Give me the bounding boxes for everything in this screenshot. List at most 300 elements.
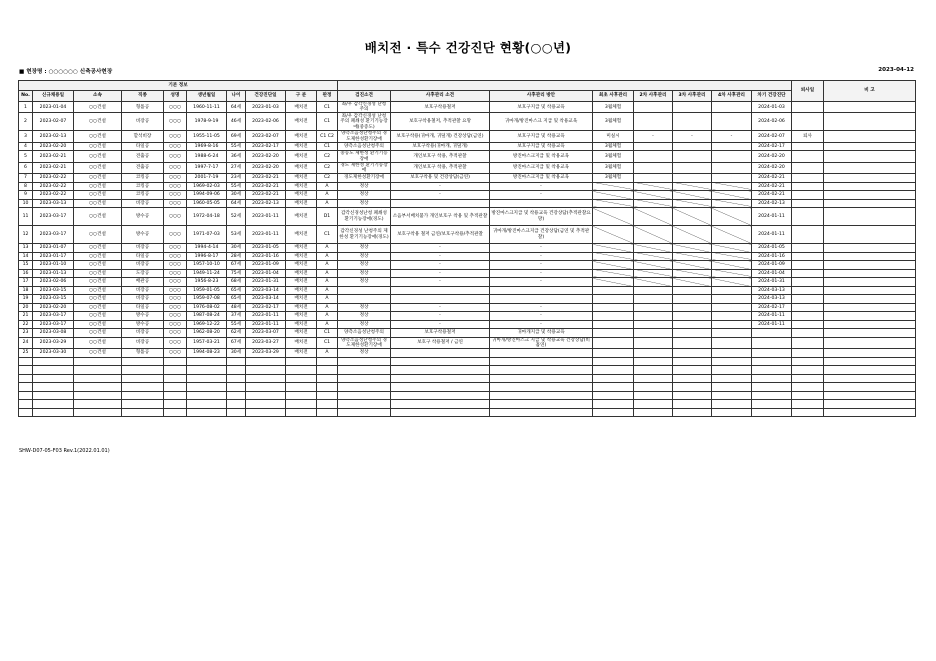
table-row [19,312,916,321]
header-note: 비 고 [824,81,916,102]
empty-cell [593,391,634,400]
cell-followup-1 [593,337,634,348]
cell-next-exam: 2024-02-07 [752,131,792,142]
cell-note [824,162,916,173]
empty-cell [712,400,752,409]
cell-birth: 1969-02-03 [187,182,227,191]
cell-verdict: C2 [317,174,338,183]
cell-category: 배치전 [286,337,317,348]
cell-followup-4 [712,278,752,287]
empty-row [19,383,916,392]
cell-followup-3 [673,349,712,358]
cell-followup-opinion [391,286,490,295]
cell-followup-4 [712,295,752,304]
empty-cell [246,391,286,400]
cell-birth: 1988-6-24 [187,151,227,162]
empty-cell [19,357,33,366]
cell-birth: 1959-07-08 [187,295,227,304]
cell-name: ○○○ [164,286,187,295]
empty-cell [164,391,187,400]
cell-followup-1 [593,199,634,208]
cell-no: 22 [19,320,33,329]
cell-followup-3 [673,151,712,162]
empty-cell [792,400,824,409]
empty-cell [19,374,33,383]
empty-cell [246,383,286,392]
cell-result: 좌/우 감각신경성 난청 주의 폐쇄성 환기기능장애(중증도) [338,113,391,131]
cell-followup-2 [634,286,673,295]
empty-cell [634,383,673,392]
cell-followup-plan [490,199,593,208]
empty-cell [286,400,317,409]
empty-cell [122,357,164,366]
header-affiliation: 소속 [74,91,122,102]
cell-exam-date: 2023-02-20 [246,151,286,162]
cell-resigned [792,151,824,162]
cell-next-exam: 2024-01-03 [752,102,792,113]
empty-cell [673,357,712,366]
header-next-exam: 차기 건강진단 [752,91,792,102]
cell-next-exam: 2024-02-20 [752,151,792,162]
empty-cell [391,357,490,366]
cell-followup-opinion: 보호구착용(귀마개, 귀덮개) 건강상담(금연) [391,131,490,142]
cell-no: 5 [19,151,33,162]
cell-followup-2 [634,142,673,151]
empty-cell [246,357,286,366]
cell-hire-date: 2023-02-22 [33,182,74,191]
cell-result: 정상 [338,252,391,261]
empty-cell [227,400,246,409]
empty-cell [286,391,317,400]
cell-followup-2 [634,261,673,270]
cell-followup-plan: - [490,182,593,191]
header-followup-1: 최초 사후관리 [593,91,634,102]
cell-followup-4 [712,174,752,183]
cell-verdict: A [317,286,338,295]
cell-age: 46세 [227,113,246,131]
table-row [19,208,916,226]
cell-followup-4 [712,320,752,329]
cell-job: 코킹공 [122,182,164,191]
cell-category: 배치전 [286,131,317,142]
cell-note [824,320,916,329]
cell-job: 타일공 [122,252,164,261]
cell-followup-plan: 귀마개지급 및 착용교육 [490,329,593,338]
cell-name: ○○○ [164,261,187,270]
cell-followup-2 [634,182,673,191]
cell-no: 15 [19,261,33,270]
cell-age: 30세 [227,349,246,358]
empty-cell [33,383,74,392]
cell-affiliation: ○○건설 [74,162,122,173]
cell-exam-date: 2023-01-04 [246,269,286,278]
cell-resigned [792,199,824,208]
table-row [19,102,916,113]
cell-job: 견출공 [122,162,164,173]
cell-followup-2 [634,102,673,113]
table-row [19,142,916,151]
cell-next-exam: 2024-02-21 [752,191,792,200]
cell-next-exam [752,337,792,348]
cell-followup-3: - [673,131,712,142]
cell-note [824,199,916,208]
cell-birth: 1996-8-17 [187,252,227,261]
table-row [19,244,916,253]
empty-cell [33,391,74,400]
cell-exam-date: 2023-02-20 [246,162,286,173]
cell-name: ○○○ [164,191,187,200]
cell-next-exam: 2024-01-31 [752,278,792,287]
cell-note [824,131,916,142]
cell-affiliation: ○○건설 [74,295,122,304]
cell-result: 정상 [338,320,391,329]
empty-cell [74,408,122,417]
cell-note [824,113,916,131]
cell-no: 6 [19,162,33,173]
header-category: 구 분 [286,91,317,102]
cell-exam-date: 2023-02-21 [246,174,286,183]
empty-cell [824,391,916,400]
header-basic-info: 기본 정보 [19,81,338,91]
cell-resigned: 퇴사 [792,131,824,142]
cell-followup-plan: 방진마스크지급 및 착용교육 [490,151,593,162]
cell-category: 배치전 [286,208,317,226]
cell-affiliation: ○○건설 [74,261,122,270]
cell-job: 비장공 [122,244,164,253]
cell-followup-2 [634,329,673,338]
cell-followup-2 [634,199,673,208]
empty-cell [317,366,338,375]
cell-resigned [792,142,824,151]
cell-affiliation: ○○건설 [74,226,122,244]
cell-name: ○○○ [164,329,187,338]
cell-verdict: A [317,278,338,287]
empty-cell [187,391,227,400]
cell-hire-date: 2023-03-30 [33,349,74,358]
table-row [19,320,916,329]
cell-affiliation: ○○건설 [74,182,122,191]
cell-followup-opinion: 보호구 착용철저 / 금연 [391,337,490,348]
cell-followup-3 [673,191,712,200]
empty-cell [122,366,164,375]
cell-hire-date: 2023-01-10 [33,261,74,270]
cell-resigned [792,208,824,226]
cell-verdict: A [317,320,338,329]
empty-cell [227,391,246,400]
cell-name: ○○○ [164,312,187,321]
header-result: 검진소견 [338,91,391,102]
cell-next-exam: 2024-02-21 [752,174,792,183]
empty-cell [246,400,286,409]
cell-verdict: C1 C2 [317,131,338,142]
empty-cell [490,366,593,375]
empty-cell [227,383,246,392]
empty-cell [593,357,634,366]
cell-age: 28세 [227,252,246,261]
cell-followup-1 [593,320,634,329]
empty-cell [286,383,317,392]
cell-resigned [792,182,824,191]
empty-row [19,400,916,409]
cell-followup-plan: 귀마개/방진마스크지급 건강상담(금연 및 추적관찰) [490,226,593,244]
empty-cell [634,400,673,409]
empty-cell [634,391,673,400]
empty-cell [187,408,227,417]
cell-followup-plan: 방진마스크지급 및 착용교육 [490,162,593,173]
cell-followup-1: 3월체험 [593,102,634,113]
cell-followup-opinion: - [391,182,490,191]
header-resigned: 퇴사일 [792,81,824,102]
cell-hire-date: 2023-02-21 [33,151,74,162]
cell-category: 배치전 [286,252,317,261]
cell-resigned [792,320,824,329]
empty-cell [673,391,712,400]
cell-followup-3 [673,252,712,261]
document-code: SHW-D07-05-F03 Rev.1(2022.01.01) [19,448,110,454]
cell-next-exam: 2024-01-11 [752,312,792,321]
empty-cell [391,408,490,417]
cell-followup-4 [712,226,752,244]
empty-cell [593,383,634,392]
cell-job: 비장공 [122,337,164,348]
empty-cell [19,391,33,400]
header-name: 성명 [164,91,187,102]
empty-cell [338,374,391,383]
cell-resigned [792,252,824,261]
table-row [19,269,916,278]
cell-exam-date: 2023-03-27 [246,337,286,348]
empty-cell [792,383,824,392]
cell-exam-date: 2023-01-11 [246,320,286,329]
cell-next-exam [752,329,792,338]
cell-resigned [792,191,824,200]
cell-next-exam: 2024-01-04 [752,269,792,278]
cell-followup-1 [593,244,634,253]
empty-cell [122,400,164,409]
cell-verdict: C1 [317,142,338,151]
cell-note [824,269,916,278]
cell-no: 7 [19,174,33,183]
empty-cell [317,374,338,383]
cell-verdict: A [317,244,338,253]
cell-resigned [792,337,824,348]
cell-followup-3 [673,286,712,295]
cell-followup-opinion: 개인보호구 착용, 추적관찰 [391,151,490,162]
cell-age: 48세 [227,303,246,312]
cell-followup-opinion: - [391,303,490,312]
cell-followup-1: 3월체험 [593,162,634,173]
cell-birth: 1972-04-18 [187,208,227,226]
cell-no: 16 [19,269,33,278]
table-row [19,199,916,208]
cell-affiliation: ○○건설 [74,269,122,278]
empty-cell [74,400,122,409]
cell-verdict: A [317,191,338,200]
cell-age: 52세 [227,208,246,226]
cell-note [824,261,916,270]
cell-birth: 2001-7-19 [187,174,227,183]
cell-followup-1: 3월체험 [593,174,634,183]
cell-followup-2 [634,349,673,358]
cell-category: 배치전 [286,102,317,113]
cell-exam-date: 2023-03-14 [246,286,286,295]
empty-cell [338,366,391,375]
cell-note [824,252,916,261]
site-name: ■ 현장명 : ○○○○○○ 신축공사현장 [19,69,113,75]
cell-hire-date: 2023-03-29 [33,337,74,348]
header-exam-date: 건강진단일 [246,91,286,102]
cell-verdict: A [317,252,338,261]
cell-followup-2 [634,244,673,253]
cell-followup-opinion: 보호구착용(귀마개, 귀덮개) [391,142,490,151]
header-verdict: 판정 [317,91,338,102]
cell-result: 정상 [338,244,391,253]
cell-age: 67세 [227,261,246,270]
cell-note [824,295,916,304]
cell-result: 중등도 제한성 환기기능 장애 [338,151,391,162]
table-row [19,151,916,162]
cell-followup-3 [673,312,712,321]
cell-hire-date: 2023-02-21 [33,162,74,173]
cell-followup-1 [593,226,634,244]
header-followup-2: 2차 사후관리 [634,91,673,102]
cell-followup-opinion [391,199,490,208]
cell-hire-date: 2023-02-20 [33,303,74,312]
cell-affiliation: ○○건설 [74,349,122,358]
cell-verdict: A [317,261,338,270]
cell-age: 36세 [227,151,246,162]
cell-followup-2 [634,151,673,162]
cell-age: 53세 [227,226,246,244]
cell-hire-date: 2023-02-20 [33,142,74,151]
cell-next-exam: 2024-01-11 [752,208,792,226]
cell-name: ○○○ [164,131,187,142]
empty-cell [824,366,916,375]
empty-cell [792,374,824,383]
cell-name: ○○○ [164,174,187,183]
cell-result: 양측소음성난청주의 경도제한성환기장애 [338,131,391,142]
empty-row [19,391,916,400]
cell-note [824,303,916,312]
cell-name: ○○○ [164,162,187,173]
cell-followup-1 [593,252,634,261]
table-row [19,191,916,200]
cell-affiliation: ○○건설 [74,252,122,261]
cell-no: 13 [19,244,33,253]
cell-name: ○○○ [164,252,187,261]
cell-verdict: C2 [317,162,338,173]
empty-cell [33,400,74,409]
cell-followup-1: 3월체험 [593,113,634,131]
cell-followup-plan [490,349,593,358]
cell-followup-opinion: 소음부서배치불가 개인보호구 착용 및 추적관찰 [391,208,490,226]
cell-name: ○○○ [164,102,187,113]
empty-cell [33,374,74,383]
cell-result: 좌/우 감각신경성 난청 주의 [338,102,391,113]
cell-next-exam: 2024-02-21 [752,182,792,191]
empty-cell [286,366,317,375]
cell-next-exam [752,349,792,358]
empty-cell [792,366,824,375]
cell-birth: 1971-07-03 [187,226,227,244]
cell-age: 64세 [227,199,246,208]
cell-followup-4 [712,113,752,131]
cell-category: 배치전 [286,142,317,151]
cell-birth: 1978-9-19 [187,113,227,131]
cell-category: 배치전 [286,151,317,162]
cell-exam-date: 2023-01-11 [246,208,286,226]
empty-cell [19,366,33,375]
empty-cell [490,357,593,366]
cell-birth: 1969-8-16 [187,142,227,151]
cell-job: 비장공 [122,329,164,338]
table-row [19,113,916,131]
cell-name: ○○○ [164,244,187,253]
cell-birth: 1987-08-24 [187,312,227,321]
cell-category: 배치전 [286,286,317,295]
cell-job: 비장공 [122,286,164,295]
empty-cell [227,408,246,417]
cell-hire-date: 2023-01-07 [33,244,74,253]
cell-resigned [792,174,824,183]
cell-birth: 1969-12-22 [187,320,227,329]
cell-next-exam: 2024-02-13 [752,199,792,208]
cell-age: 68세 [227,278,246,287]
cell-birth: 1960-11-11 [187,102,227,113]
empty-cell [673,408,712,417]
cell-followup-4 [712,337,752,348]
empty-cell [752,366,792,375]
cell-name: ○○○ [164,208,187,226]
cell-no: 3 [19,131,33,142]
cell-age: 69세 [227,131,246,142]
empty-cell [122,374,164,383]
empty-cell [712,366,752,375]
empty-cell [187,400,227,409]
cell-followup-1 [593,261,634,270]
cell-followup-plan [490,295,593,304]
cell-followup-1 [593,191,634,200]
cell-followup-opinion: - [391,312,490,321]
cell-followup-plan: - [490,269,593,278]
empty-cell [164,408,187,417]
cell-no: 1 [19,102,33,113]
cell-age: 37세 [227,312,246,321]
cell-hire-date: 2023-02-13 [33,131,74,142]
empty-cell [673,374,712,383]
cell-result: 정상 [338,191,391,200]
header-no: No. [19,91,33,102]
cell-no: 4 [19,142,33,151]
cell-exam-date: 2023-03-07 [246,329,286,338]
cell-hire-date: 2023-03-17 [33,226,74,244]
cell-hire-date: 2023-02-22 [33,174,74,183]
cell-followup-plan: - [490,191,593,200]
table-row [19,295,916,304]
cell-hire-date: 2023-02-06 [33,278,74,287]
cell-age: 64세 [227,102,246,113]
cell-followup-4 [712,349,752,358]
empty-cell [317,357,338,366]
cell-followup-4 [712,261,752,270]
cell-followup-2 [634,113,673,131]
cell-followup-2 [634,295,673,304]
cell-next-exam: 2024-02-17 [752,303,792,312]
table-row [19,174,916,183]
empty-cell [391,400,490,409]
table-row [19,303,916,312]
empty-cell [490,400,593,409]
